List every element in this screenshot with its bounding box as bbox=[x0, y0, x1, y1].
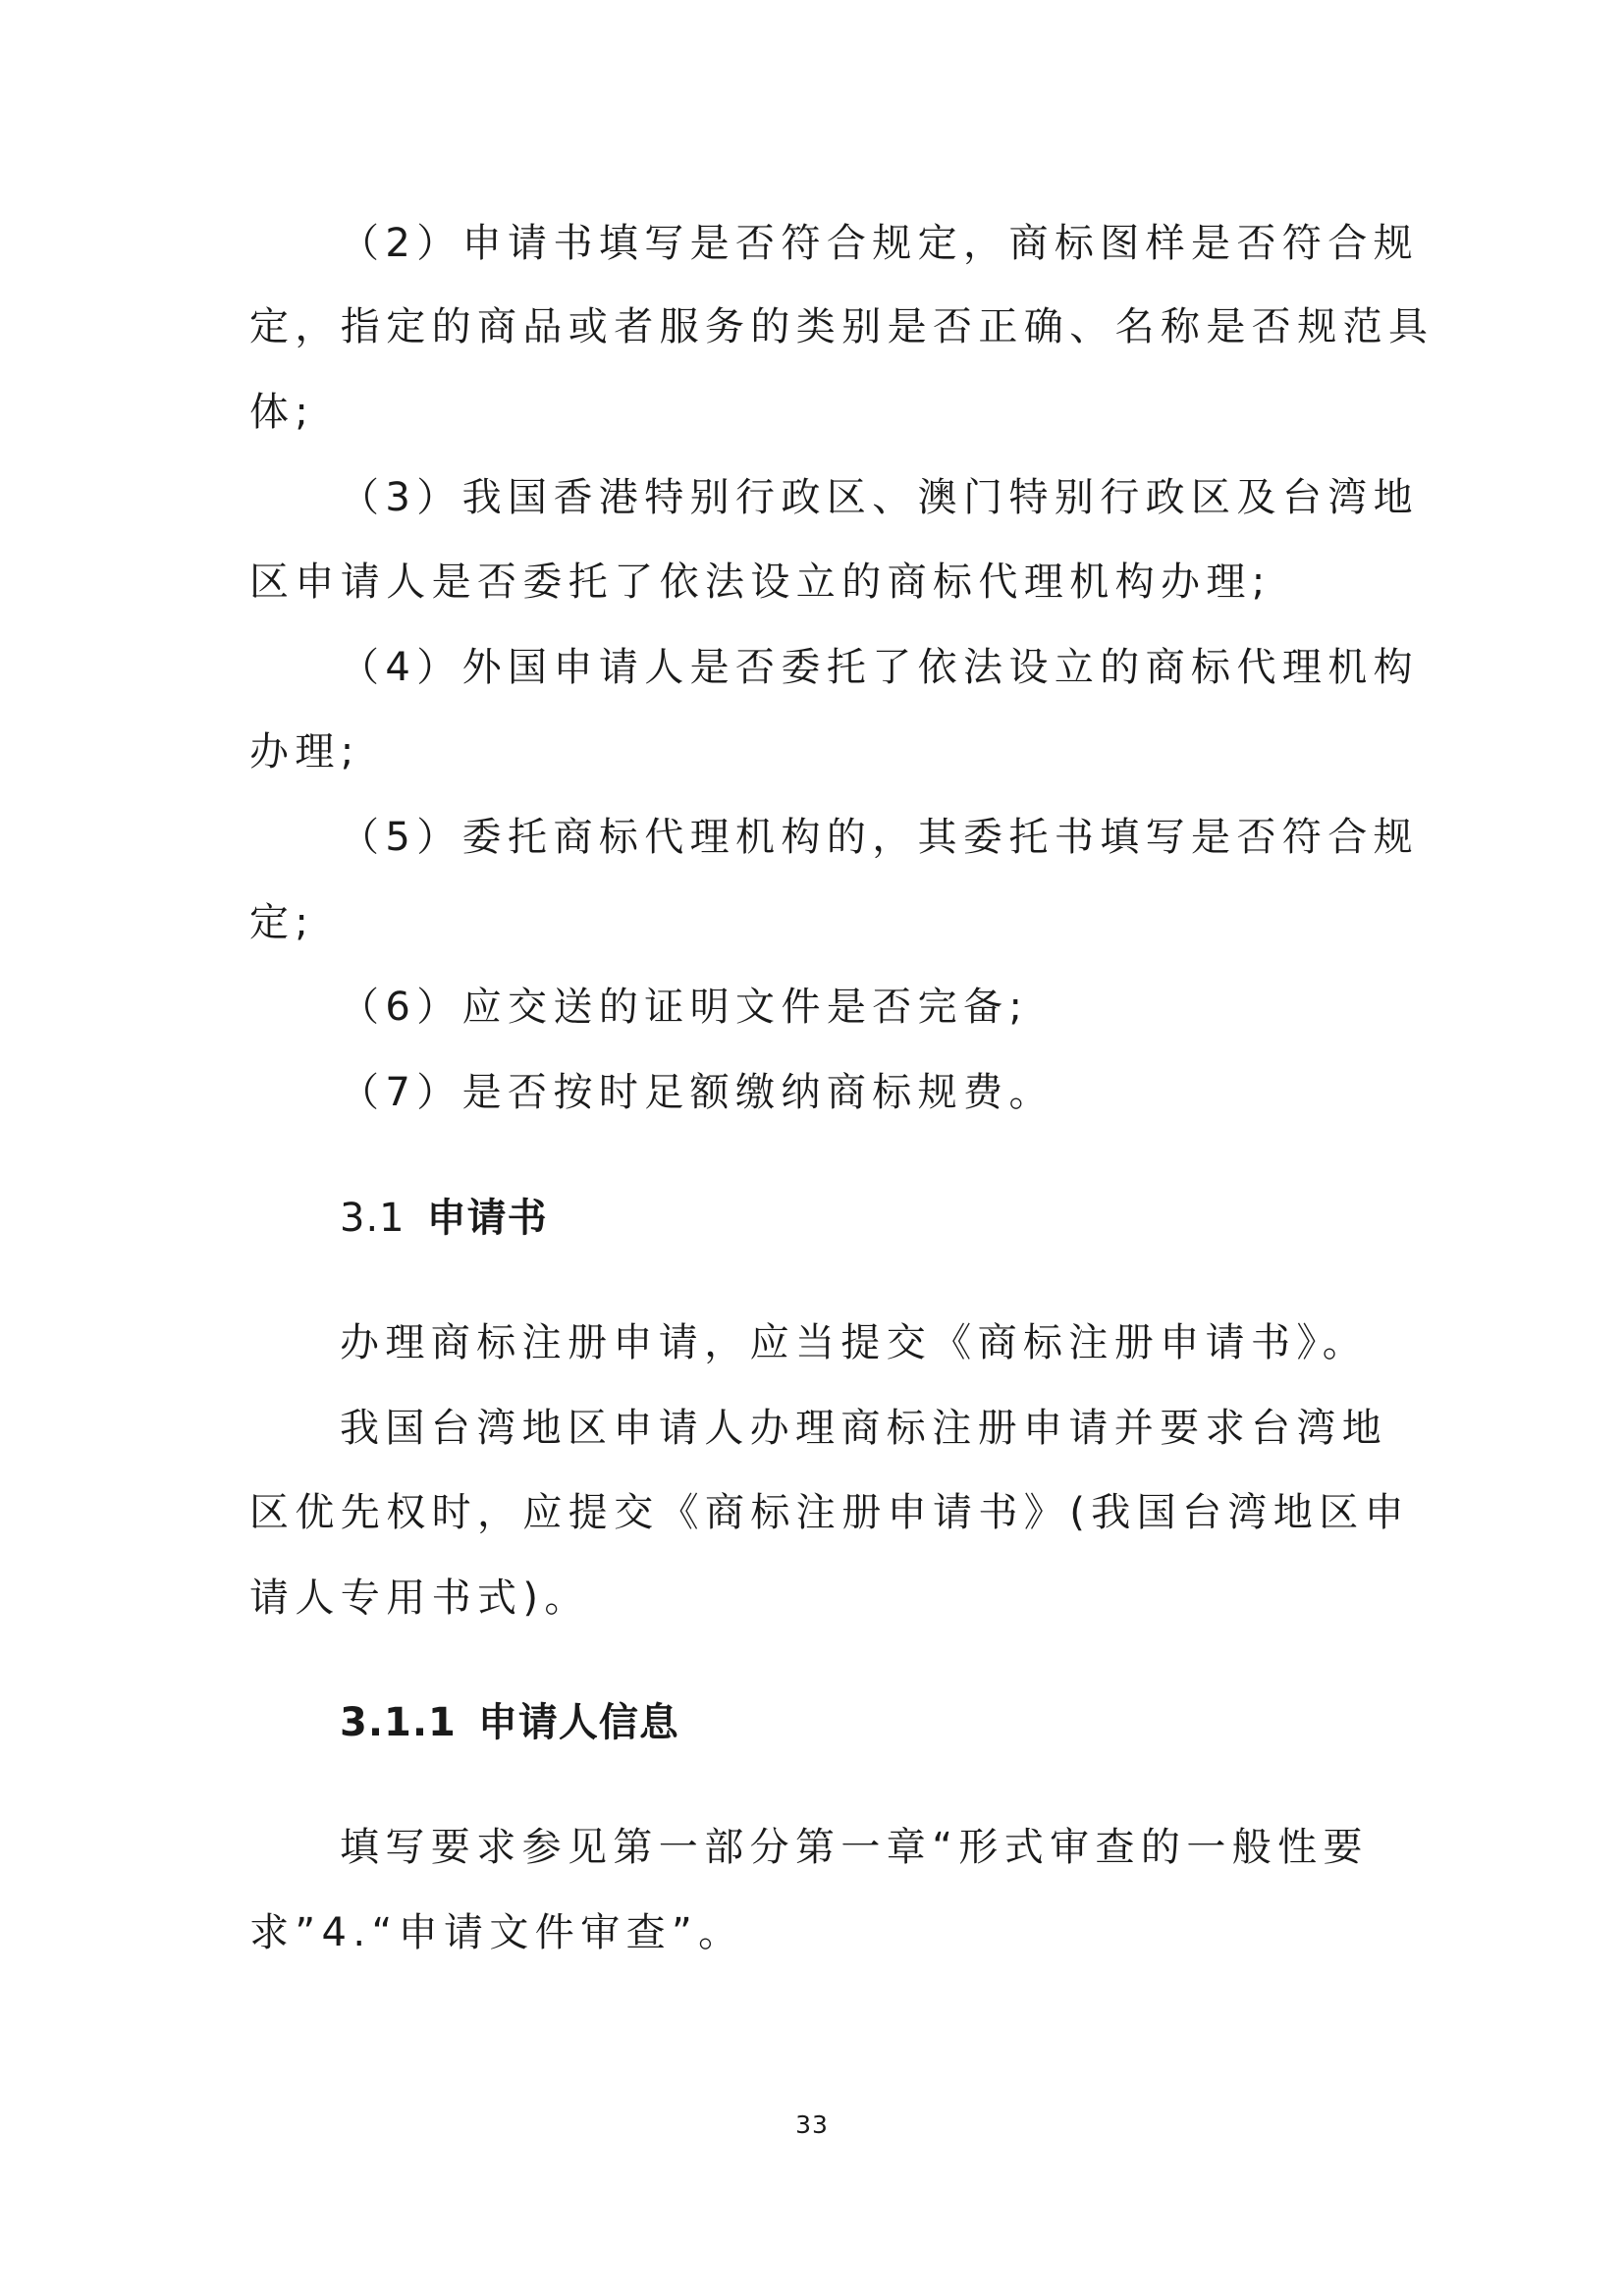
section-3-1-1-number: 3.1.1 bbox=[340, 1700, 457, 1745]
section-3-1-number: 3.1 bbox=[340, 1196, 406, 1241]
item-3-line-2: 区申请人是否委托了依法设立的商标代理机构办理; bbox=[249, 560, 1272, 605]
section-3-1-1-line-2: 求”4.“申请文件审查”。 bbox=[249, 1910, 744, 1955]
item-6-line-1: （6）应交送的证明文件是否完备; bbox=[340, 985, 1029, 1030]
item-4-line-2: 办理; bbox=[249, 729, 360, 774]
item-5-line-2: 定; bbox=[249, 900, 315, 945]
section-3-1-para-2-line-3: 请人专用书式)。 bbox=[249, 1575, 590, 1621]
item-2-line-1: （2）申请书填写是否符合规定，商标图样是否符合规 bbox=[340, 221, 1420, 266]
section-3-1-heading bbox=[340, 1191, 548, 1246]
section-3-1-1-title: 申请人信息 bbox=[477, 1700, 679, 1745]
item-2-line-2: 定，指定的商品或者服务的类别是否正确、名称是否规范具 bbox=[249, 304, 1435, 349]
item-5-line-1: （5）委托商标代理机构的，其委托书填写是否符合规 bbox=[340, 815, 1420, 860]
section-3-1-para-2-line-1: 我国台湾地区申请人办理商标注册申请并要求台湾地 bbox=[340, 1406, 1388, 1451]
item-2-line-3: 体; bbox=[249, 390, 315, 435]
section-3-1-1-heading bbox=[340, 1695, 679, 1750]
section-3-1-para-2-line-2: 区优先权时，应提交《商标注册申请书》(我国台湾地区申 bbox=[249, 1490, 1411, 1535]
item-3-line-1: （3）我国香港特别行政区、澳门特别行政区及台湾地 bbox=[340, 475, 1420, 520]
page-number: 33 bbox=[795, 2110, 829, 2139]
item-4-line-1: （4）外国申请人是否委托了依法设立的商标代理机构 bbox=[340, 645, 1420, 690]
item-7-line-1: （7）是否按时足额缴纳商标规费。 bbox=[340, 1070, 1055, 1115]
section-3-1-1-line-1: 填写要求参见第一部分第一章“形式审查的一般性要 bbox=[340, 1825, 1369, 1870]
section-3-1-title: 申请书 bbox=[426, 1196, 548, 1241]
section-3-1-para-1: 办理商标注册申请，应当提交《商标注册申请书》。 bbox=[340, 1320, 1369, 1365]
